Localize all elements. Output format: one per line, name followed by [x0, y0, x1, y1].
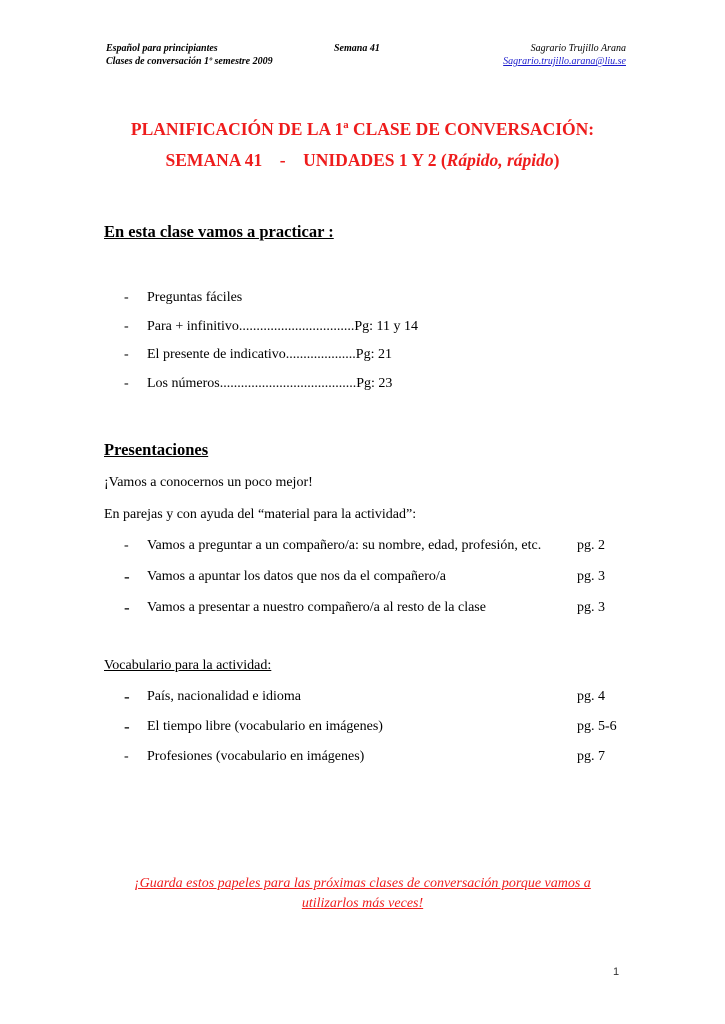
list-item: Para + infinitivo.................................Pg: 11 y 14 — [147, 319, 419, 334]
list-item-page: pg. 2 — [577, 538, 605, 553]
list-bullet: - — [124, 567, 130, 586]
list-item: El tiempo libre (vocabulario en imágenes) — [147, 719, 383, 734]
vocabulario-heading: Vocabulario para la actividad: — [104, 658, 272, 673]
list-item: Profesiones (vocabulario en imágenes) — [147, 749, 365, 764]
list-item-page: pg. 3 — [577, 600, 605, 615]
document-title-line2 — [0, 150, 725, 171]
list-item: El presente de indicativo....................Pg: 21 — [147, 347, 392, 362]
header-course: Español para principiantes — [106, 43, 218, 54]
presentaciones-instruction: En parejas y con ayuda del “material para la actividad”: — [104, 507, 417, 522]
list-item-page: pg. 7 — [577, 749, 605, 764]
header-week: Semana 41 — [334, 43, 380, 54]
list-item: Vamos a preguntar a un compañero/a: su nombre, edad, profesión, etc. — [147, 538, 542, 553]
presentaciones-intro: ¡Vamos a conocernos un poco mejor! — [104, 475, 313, 490]
page-number: 1 — [613, 966, 620, 978]
list-item-page: pg. 5-6 — [577, 719, 617, 734]
title-prefix: SEMANA 41 - UNIDADES 1 Y 2 ( — [165, 150, 447, 170]
header-email-link[interactable]: Sagrario.trujillo.arana@liu.se — [503, 56, 626, 67]
list-item: País, nacionalidad e idioma — [147, 689, 301, 704]
header-semester: Clases de conversación 1º semestre 2009 — [106, 56, 273, 67]
list-bullet: - — [124, 319, 129, 334]
list-bullet: - — [124, 538, 129, 553]
list-bullet: - — [124, 749, 129, 764]
list-bullet: - — [124, 347, 129, 362]
list-bullet: - — [124, 376, 129, 391]
title-suffix: ) — [553, 150, 560, 170]
list-bullet: - — [124, 717, 130, 736]
list-item: Preguntas fáciles — [147, 290, 243, 305]
document-title-line1: PLANIFICACIÓN DE LA 1ª CLASE DE CONVERSACIÓN: — [130, 119, 595, 139]
list-bullet: - — [124, 290, 129, 305]
list-bullet: - — [124, 687, 130, 706]
header-author: Sagrario Trujillo Arana — [530, 43, 626, 54]
closing-note-line1: ¡Guarda estos papeles para las próximas clases de conversación porque vamos a — [134, 876, 591, 891]
closing-note-line2: utilizarlos más veces! — [301, 896, 424, 911]
list-bullet: - — [124, 598, 130, 617]
list-item: Vamos a presentar a nuestro compañero/a al resto de la clase — [147, 600, 486, 615]
title-italic: Rápido, rápido — [446, 150, 554, 170]
list-item: Vamos a apuntar los datos que nos da el compañero/a — [147, 569, 446, 584]
presentaciones-heading: Presentaciones — [104, 440, 209, 459]
list-item-page: pg. 4 — [577, 689, 605, 704]
practice-heading: En esta clase vamos a practicar : — [104, 222, 334, 241]
list-item: Los números.......................................Pg: 23 — [147, 376, 393, 391]
list-item-page: pg. 3 — [577, 569, 605, 584]
